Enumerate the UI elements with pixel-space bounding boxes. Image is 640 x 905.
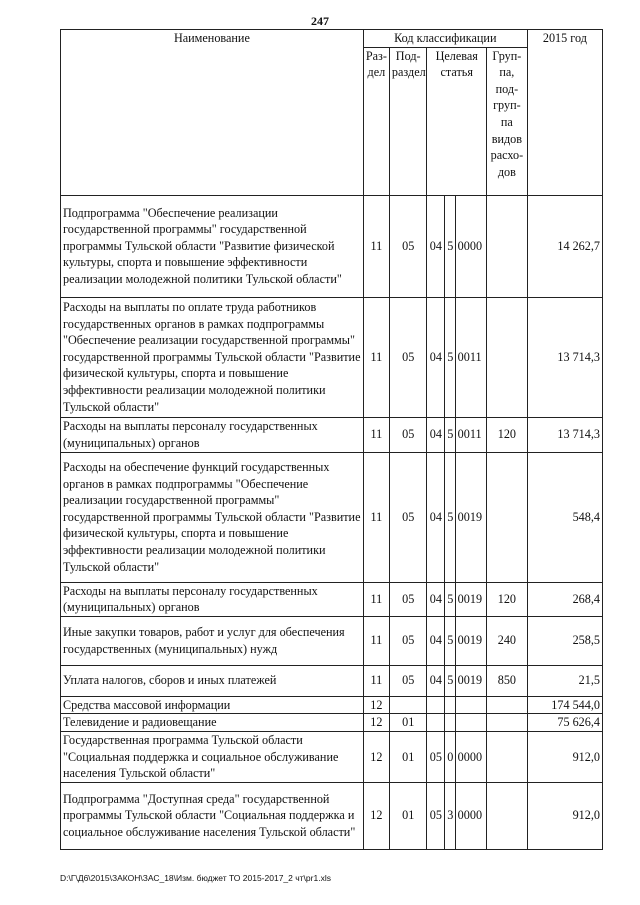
page-number: 247 xyxy=(311,14,329,28)
row-razdel: 11 xyxy=(363,417,389,452)
row-target-program xyxy=(427,714,445,732)
row-podrazdel: 05 xyxy=(389,665,427,696)
row-target-direction xyxy=(455,696,486,714)
row-sum: 14 262,7 xyxy=(527,195,602,297)
row-name: Иные закупки товаров, работ и услуг для обеспечения государственных (муниципальных) нужд xyxy=(61,616,364,665)
row-sum: 21,5 xyxy=(527,665,602,696)
row-razdel: 11 xyxy=(363,582,389,616)
row-razdel: 11 xyxy=(363,195,389,297)
row-sum: 174 544,0 xyxy=(527,696,602,714)
row-target-program: 04 xyxy=(427,417,445,452)
row-name: Уплата налогов, сборов и иных платежей xyxy=(61,665,364,696)
table-row xyxy=(61,731,603,782)
row-podrazdel: 05 xyxy=(389,297,427,417)
row-expense-group: 120 xyxy=(486,582,527,616)
row-podrazdel: 05 xyxy=(389,616,427,665)
row-target-subprogram xyxy=(445,696,455,714)
row-podrazdel: 01 xyxy=(389,714,427,732)
row-target-direction: 0019 xyxy=(455,582,486,616)
row-target-subprogram: 5 xyxy=(445,417,455,452)
header-classification: Код классификации xyxy=(363,30,527,48)
header-razdel: Раз-дел xyxy=(363,47,389,195)
row-name: Расходы на выплаты по оплате труда работников государственных органов в рамках подпрограммы "Обеспечение реализации государственной программы" государственной программы Тульской области "Развитие физической культуры, спорта и повышение эффективности реализации молодежной политики Тульской области" xyxy=(61,297,364,417)
row-target-subprogram: 5 xyxy=(445,452,455,582)
row-target-subprogram: 5 xyxy=(445,297,455,417)
row-target-direction: 0000 xyxy=(455,731,486,782)
row-target-subprogram: 5 xyxy=(445,582,455,616)
row-razdel: 11 xyxy=(363,452,389,582)
row-podrazdel: 05 xyxy=(389,195,427,297)
table-header xyxy=(61,30,603,196)
row-target-program: 05 xyxy=(427,731,445,782)
row-target-subprogram: 3 xyxy=(445,782,455,849)
table-row xyxy=(61,714,603,732)
table-body xyxy=(61,195,603,849)
row-target-program: 04 xyxy=(427,582,445,616)
row-sum: 912,0 xyxy=(527,731,602,782)
header-podrazdel: Под-раздел xyxy=(389,47,427,195)
row-podrazdel: 05 xyxy=(389,452,427,582)
row-sum: 548,4 xyxy=(527,452,602,582)
row-podrazdel: 05 xyxy=(389,582,427,616)
header-name: Наименование xyxy=(61,30,364,196)
row-target-direction: 0000 xyxy=(455,782,486,849)
row-target-program: 04 xyxy=(427,452,445,582)
row-sum: 912,0 xyxy=(527,782,602,849)
row-razdel: 11 xyxy=(363,297,389,417)
row-sum: 13 714,3 xyxy=(527,417,602,452)
file-path-footer: D:\Г\Д6\2015\ЗАКОН\ЗАС_18\Изм. бюджет ТО 2015-2017_2 чт\pr1.xls xyxy=(60,873,331,883)
row-target-direction: 0011 xyxy=(455,417,486,452)
row-razdel: 12 xyxy=(363,696,389,714)
row-sum: 258,5 xyxy=(527,616,602,665)
row-name: Телевидение и радиовещание xyxy=(61,714,364,732)
table-row xyxy=(61,782,603,849)
row-target-subprogram: 5 xyxy=(445,616,455,665)
row-target-program: 04 xyxy=(427,297,445,417)
header-year: 2015 год xyxy=(527,30,602,196)
row-name: Расходы на выплаты персоналу государственных (муниципальных) органов xyxy=(61,582,364,616)
row-sum: 75 626,4 xyxy=(527,714,602,732)
row-expense-group xyxy=(486,195,527,297)
row-name: Государственная программа Тульской области "Социальная поддержка и социальное обслуживание населения Тульской области" xyxy=(61,731,364,782)
row-razdel: 11 xyxy=(363,616,389,665)
row-razdel: 12 xyxy=(363,782,389,849)
table-row xyxy=(61,582,603,616)
row-name: Подпрограмма "Обеспечение реализации государственной программы" государственной программы Тульской области "Развитие физической культуры, спорта и повышение эффективности реализации молодежной политики Тульской области" xyxy=(61,195,364,297)
table-row xyxy=(61,616,603,665)
row-razdel: 12 xyxy=(363,714,389,732)
row-name: Подпрограмма "Доступная среда" государственной программы Тульской области "Социальная поддержка и социальное обслуживание населения Тульской области" xyxy=(61,782,364,849)
header-group: Груп-па, под-груп-па видов расхо-дов xyxy=(486,47,527,195)
row-target-program: 04 xyxy=(427,665,445,696)
row-target-subprogram: 5 xyxy=(445,665,455,696)
row-name: Средства массовой информации xyxy=(61,696,364,714)
row-name: Расходы на выплаты персоналу государственных (муниципальных) органов xyxy=(61,417,364,452)
table-row xyxy=(61,452,603,582)
row-podrazdel: 05 xyxy=(389,417,427,452)
row-podrazdel xyxy=(389,696,427,714)
row-podrazdel: 01 xyxy=(389,731,427,782)
row-expense-group: 240 xyxy=(486,616,527,665)
row-target-direction: 0000 xyxy=(455,195,486,297)
row-target-program: 05 xyxy=(427,782,445,849)
table-row xyxy=(61,195,603,297)
row-target-direction: 0019 xyxy=(455,452,486,582)
row-razdel: 12 xyxy=(363,731,389,782)
row-target-subprogram: 5 xyxy=(445,195,455,297)
row-expense-group xyxy=(486,714,527,732)
table-row xyxy=(61,297,603,417)
budget-table xyxy=(60,29,603,850)
row-target-program: 04 xyxy=(427,195,445,297)
row-target-subprogram: 0 xyxy=(445,731,455,782)
row-expense-group xyxy=(486,452,527,582)
row-expense-group xyxy=(486,782,527,849)
table-row xyxy=(61,696,603,714)
row-target-direction: 0011 xyxy=(455,297,486,417)
row-target-program: 04 xyxy=(427,616,445,665)
row-target-direction: 0019 xyxy=(455,665,486,696)
row-target-subprogram xyxy=(445,714,455,732)
table-row xyxy=(61,665,603,696)
row-podrazdel: 01 xyxy=(389,782,427,849)
row-razdel: 11 xyxy=(363,665,389,696)
row-sum: 268,4 xyxy=(527,582,602,616)
row-expense-group: 120 xyxy=(486,417,527,452)
row-expense-group xyxy=(486,731,527,782)
row-expense-group xyxy=(486,696,527,714)
table-row xyxy=(61,417,603,452)
header-target: Целевая статья xyxy=(427,47,487,195)
row-target-direction: 0019 xyxy=(455,616,486,665)
row-target-direction xyxy=(455,714,486,732)
row-target-program xyxy=(427,696,445,714)
row-name: Расходы на обеспечение функций государственных органов в рамках подпрограммы "Обеспечение реализации государственной программы" государственной программы Тульской области "Развитие физической культуры, спорта и повышение эффективности реализации молодежной политики Тульской области" xyxy=(61,452,364,582)
row-sum: 13 714,3 xyxy=(527,297,602,417)
row-expense-group: 850 xyxy=(486,665,527,696)
row-expense-group xyxy=(486,297,527,417)
